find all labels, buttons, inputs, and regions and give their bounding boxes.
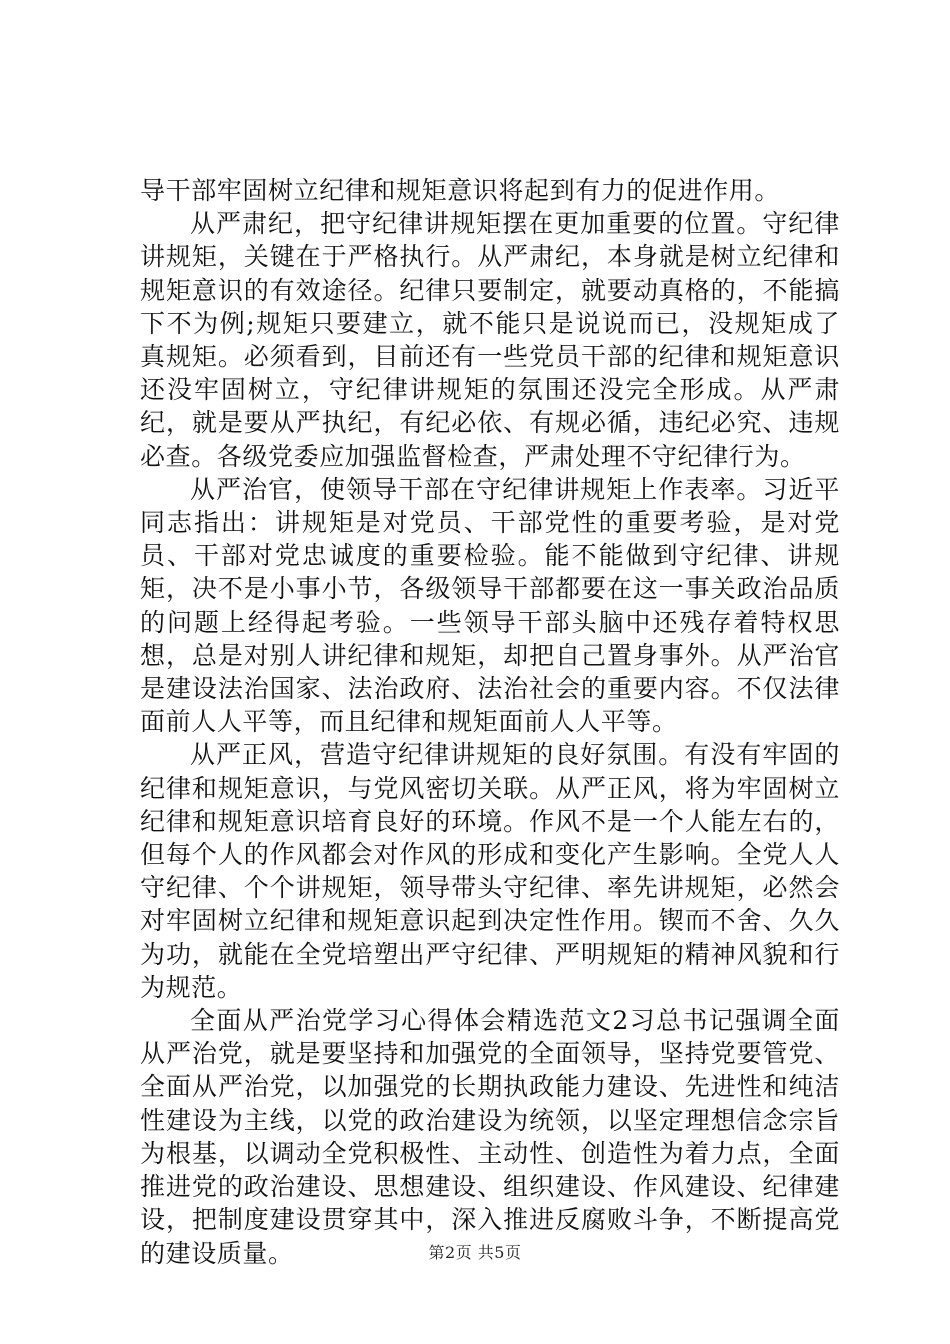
paragraph-essay-two: 全面从严治党学习心得体会精选范文2习总书记强调全面从严治党，就是要坚持和加强党的全面领导，坚持党要管党、全面从严治党，以加强党的长期执政能力建设、先进性和纯洁性建设为主线，以党的政治建设为统领，以坚定理想信念宗旨为根基，以调动全党积极性、主动性、创造性为着力点，全面推进党的政治建设、思想建设、组织建设、作风建设、纪律建设，把制度建设贯穿其中，深入推进反腐败斗争，不断提高党的建设质量。	[140, 1006, 840, 1268]
page-footer: 第2页 共5页	[428, 1243, 522, 1262]
document-body	[140, 174, 840, 1270]
paragraph-strict-conduct: 从严正风，营造守纪律讲规矩的良好氛围。有没有牢固的纪律和规矩意识，与党风密切关联。从严正风，将为牢固树立纪律和规矩意识培育良好的环境。作风不是一个人能左右的，但每个人的作风都会对作风的形成和变化产生影响。全党人人守纪律、个个讲规矩，领导带头守纪律、率先讲规矩，必然会对牢固树立纪律和规矩意识起到决定性作用。锲而不舍、久久为功，就能在全党培塑出严守纪律、严明规矩的精神风貌和行为规范。	[140, 740, 840, 1002]
paragraph-continuation: 导干部牢固树立纪律和规矩意识将起到有力的促进作用。	[140, 176, 781, 205]
paragraph-strict-discipline: 从严肃纪，把守纪律讲规矩摆在更加重要的位置。守纪律讲规矩，关键在于严格执行。从严肃纪，本身就是树立纪律和规矩意识的有效途径。纪律只要制定，就要动真格的，不能搞下不为例;规矩只要建立，就不能只是说说而已，没规矩成了真规矩。必须看到，目前还有一些党员干部的纪律和规矩意识还没牢固树立，守纪律讲规矩的氛围还没完全形成。从严肃纪，就是要从严执纪，有纪必依、有规必循，违纪必究、违规必查。各级党委应加强监督检查，严肃处理不守纪律行为。	[140, 209, 840, 471]
paragraph-strict-officials: 从严治官，使领导干部在守纪律讲规矩上作表率。习近平同志指出：讲规矩是对党员、干部党性的重要考验，是对党员、干部对党忠诚度的重要检验。能不能做到守纪律、讲规矩，决不是小事小节，各级领导干部都要在这一事关政治品质的问题上经得起考验。一些领导干部头脑中还残存着特权思想，总是对别人讲纪律和规矩，却把自己置身事外。从严治官是建设法治国家、法治政府、法治社会的重要内容。不仅法律面前人人平等，而且纪律和规矩面前人人平等。	[140, 474, 840, 737]
